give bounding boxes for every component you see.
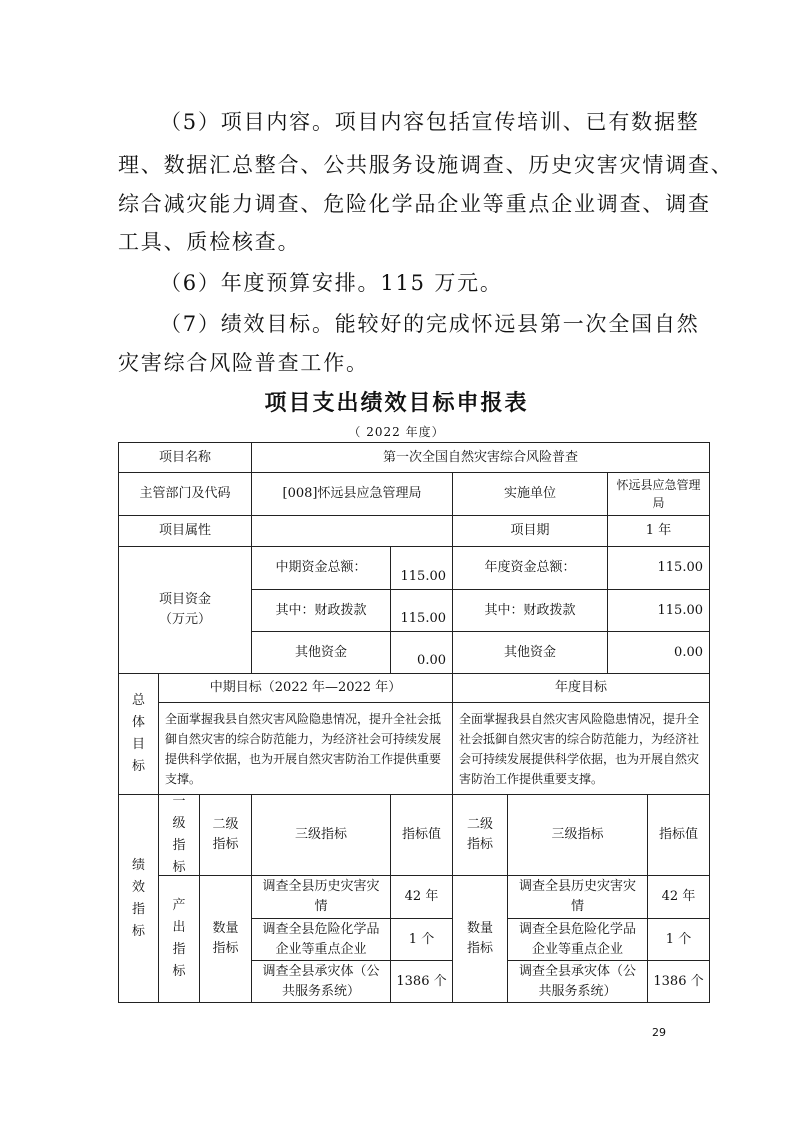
quantity-label-annual xyxy=(452,875,508,1003)
lvl3-header-mid: 三级指标 xyxy=(251,794,391,876)
lvl2-header-mid xyxy=(199,794,252,876)
paragraph-item7-line1: （7）绩效目标。能较好的完成怀远县第一次全国自然 xyxy=(160,312,700,336)
annual-total-value: 115.00 xyxy=(607,546,710,590)
overall-goal-label-text: 总体目标 xyxy=(131,693,145,774)
lvl2-header-mid-text: 二级指标 xyxy=(212,817,239,852)
mid-other-value: 0.00 xyxy=(390,631,453,674)
paragraph-item5-line3: 综合减灾能力调查、危险化学品企业等重点企业调查、调查 xyxy=(118,192,711,216)
output-label xyxy=(158,875,200,1003)
attr-value xyxy=(251,515,453,547)
indicator-row-mid-1-name: 调查全县历史灾害灾情 xyxy=(251,875,391,919)
annual-fiscal-value: 115.00 xyxy=(607,589,710,632)
project-name-value: 第一次全国自然灾害综合风险普查 xyxy=(251,442,710,473)
impl-value: 怀远县应急管理局 xyxy=(607,472,710,516)
output-label-text: 产出指标 xyxy=(172,898,186,979)
project-name-label: 项目名称 xyxy=(118,442,252,473)
indicator-row-annual-3-value: 1386 个 xyxy=(647,960,710,1003)
lvl2-header-annual xyxy=(452,794,508,876)
dept-value: [008]怀远县应急管理局 xyxy=(251,472,453,516)
paragraph-item5-line4: 工具、质检核查。 xyxy=(118,230,301,254)
annual-other-label: 其他资金 xyxy=(452,631,608,674)
mid-goal-text: 全面掌握我县自然灾害风险隐患情况，提升全社会抵御自然灾害的综合防范能力，为经济社会可持续发展提供科学依据，也为开展自然灾害防治工作提供重要支撑。 xyxy=(158,702,453,795)
annual-goal-header: 年度目标 xyxy=(452,673,710,703)
impl-label: 实施单位 xyxy=(452,472,608,516)
mid-goal-header: 中期目标（2022 年—2022 年） xyxy=(158,673,453,703)
lvl1-header xyxy=(158,794,200,876)
mid-total-label: 中期资金总额： xyxy=(251,546,391,590)
indicator-row-mid-2-name: 调查全县危险化学品企业等重点企业 xyxy=(251,918,391,961)
indicator-row-annual-1-value: 42 年 xyxy=(647,875,710,919)
paragraph-item5-line1: （5）项目内容。项目内容包括宣传培训、已有数据整 xyxy=(160,110,700,134)
mid-fiscal-label: 其中：财政拨款 xyxy=(251,589,391,632)
indicator-row-mid-3-name: 调查全县承灾体（公共服务系统） xyxy=(251,960,391,1003)
paragraph-item7-line2: 灾害综合风险普查工作。 xyxy=(118,351,369,375)
quantity-label-annual-text: 数量指标 xyxy=(466,921,493,956)
mid-fiscal-value: 115.00 xyxy=(390,589,453,632)
perf-label-text: 绩效指标 xyxy=(131,857,145,939)
value-header-annual: 指标值 xyxy=(647,794,710,876)
indicator-row-annual-1-name: 调查全县历史灾害灾情 xyxy=(507,875,648,919)
indicator-row-annual-3-name: 调查全县承灾体（公共服务系统） xyxy=(507,960,648,1003)
lvl2-header-annual-text: 二级指标 xyxy=(466,817,493,852)
indicator-row-mid-3-value: 1386 个 xyxy=(390,960,453,1003)
paragraph-item5-line2: 理、数据汇总整合、公共服务设施调查、历史灾害灾情调查、 xyxy=(118,153,734,177)
funds-label xyxy=(118,546,252,674)
period-label: 项目期 xyxy=(452,515,608,547)
table-year: （ 2022 年度） xyxy=(348,425,445,439)
annual-total-label: 年度资金总额： xyxy=(452,546,608,590)
funds-label-line1: 项目资金 xyxy=(158,592,211,607)
indicator-row-mid-2-value: 1 个 xyxy=(390,918,453,961)
paragraph-item6: （6）年度预算安排。115 万元。 xyxy=(160,271,503,295)
page-number: 29 xyxy=(652,1026,666,1039)
mid-other-label: 其他资金 xyxy=(251,631,391,674)
annual-other-value: 0.00 xyxy=(607,631,710,674)
attr-label: 项目属性 xyxy=(118,515,252,547)
dept-label: 主管部门及代码 xyxy=(118,472,252,516)
annual-goal-text: 全面掌握我县自然灾害风险隐患情况，提升全社会抵御自然灾害的综合防范能力，为经济社会可持续发展提供科学依据，也为开展自然灾害防治工作提供重要支撑。 xyxy=(452,702,710,795)
value-header-mid: 指标值 xyxy=(390,794,453,876)
indicator-row-annual-2-name: 调查全县危险化学品企业等重点企业 xyxy=(507,918,648,961)
quantity-label-mid-text: 数量指标 xyxy=(212,921,239,956)
quantity-label-mid xyxy=(199,875,252,1003)
overall-goal-label xyxy=(118,673,159,795)
lvl1-header-text: 一级指标 xyxy=(172,794,186,875)
indicator-row-annual-2-value: 1 个 xyxy=(647,918,710,961)
lvl3-header-annual: 三级指标 xyxy=(507,794,648,876)
indicator-row-mid-1-value: 42 年 xyxy=(390,875,453,919)
mid-total-value: 115.00 xyxy=(390,546,453,590)
period-value: 1 年 xyxy=(607,515,710,547)
table-title: 项目支出绩效目标申报表 xyxy=(264,391,529,416)
funds-label-line2: （万元） xyxy=(158,612,211,627)
annual-fiscal-label: 其中：财政拨款 xyxy=(452,589,608,632)
perf-label xyxy=(118,794,159,1003)
